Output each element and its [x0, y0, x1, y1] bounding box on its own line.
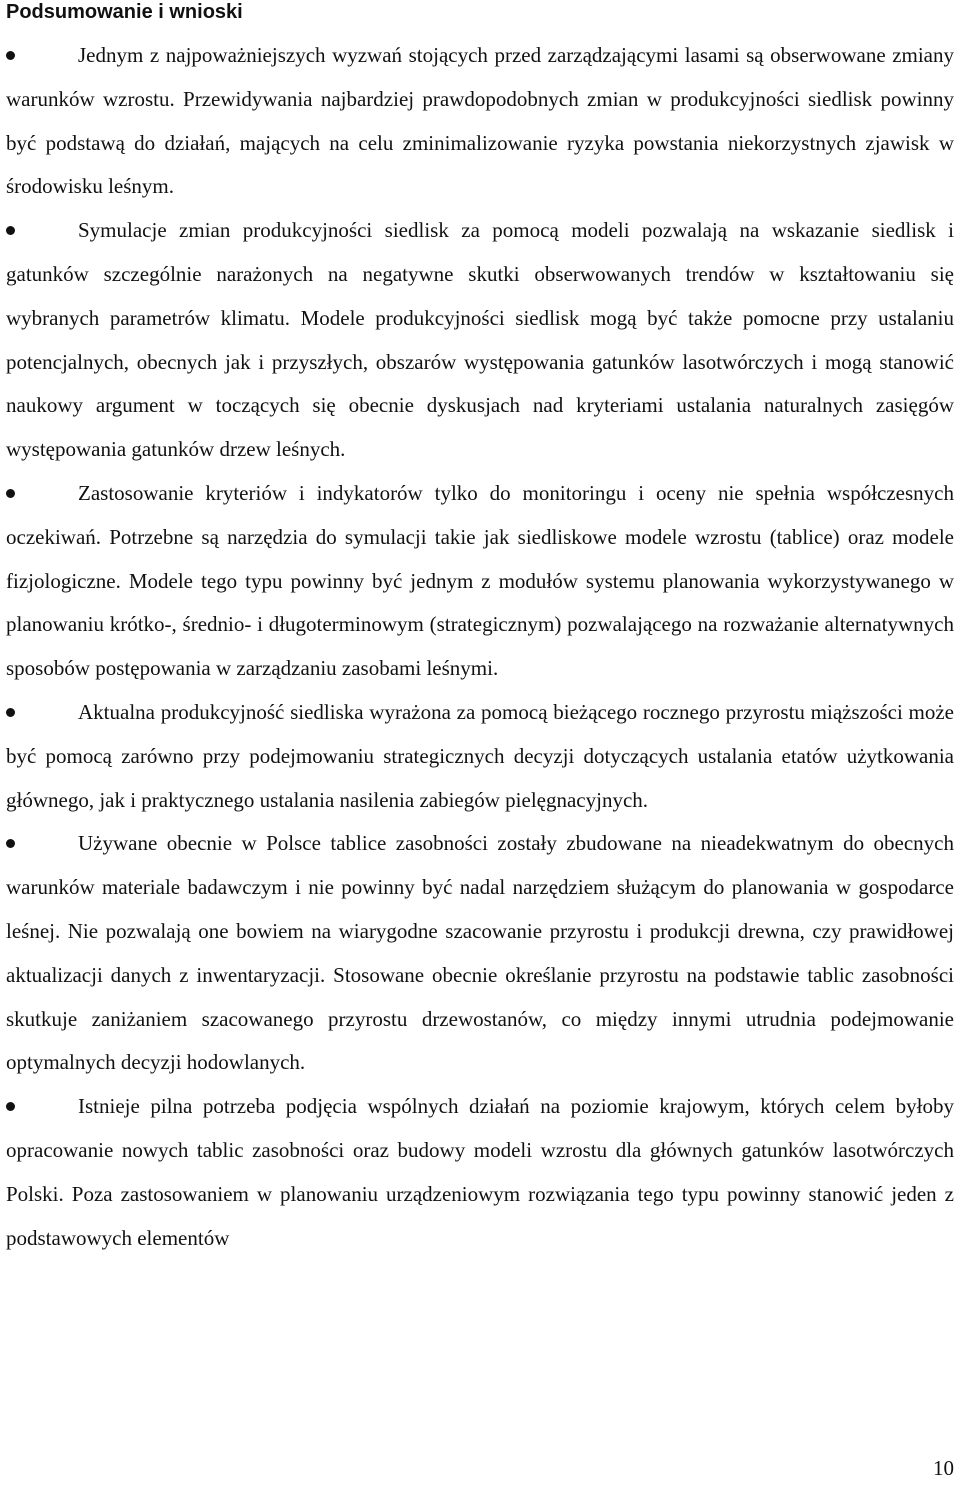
bullet-icon: [6, 51, 15, 60]
bullet-icon: [6, 839, 15, 848]
conclusions-list: [6, 34, 954, 1260]
list-item-text: Jednym z najpoważniejszych wyzwań stojących przed zarządzającymi lasami są obserwowane zmiany warunków wzrostu. Przewidywania najbardziej prawdopodobnych zmian w produkcyjności siedlisk powinny być podstawą do działań, mających na celu zminimalizowanie ryzyka powstania niekorzystnych zjawisk w środowisku leśnym.: [6, 43, 954, 199]
list-item: [6, 34, 954, 209]
bullet-icon: [6, 226, 15, 235]
list-item: [6, 822, 954, 1085]
bullet-icon: [6, 489, 15, 498]
list-item-text: Istnieje pilna potrzeba podjęcia wspólnych działań na poziomie krajowym, których celem byłoby opracowanie nowych tablic zasobności oraz budowy modeli wzrostu dla głównych gatunków lasotwórczych Polski. Poza zastosowaniem w planowaniu urządzeniowym rozwiązania tego typu powinny stanowić jeden z podstawowych elementów: [6, 1094, 954, 1250]
list-item-text: Zastosowanie kryteriów i indykatorów tylko do monitoringu i oceny nie spełnia współczesnych oczekiwań. Potrzebne są narzędzia do symulacji takie jak siedliskowe modele wzrostu (tablice) oraz modele fizjologiczne. Modele tego typu powinny być jednym z modułów systemu planowania wykorzystywanego w planowaniu krótko-, średnio- i długoterminowym (strategicznym) pozwalającego na rozważanie alternatywnych sposobów postępowania w zarządzaniu zasobami leśnymi.: [6, 480, 954, 681]
section-heading: Podsumowanie i wnioski: [6, 1, 243, 23]
list-item-text: Aktualna produkcyjność siedliska wyrażona za pomocą bieżącego rocznego przyrostu miąższości może być pomocą zarówno przy podejmowaniu strategicznych decyzji dotyczących ustalania etatów użytkowania głównego, jak i praktycznego ustalania nasilenia zabiegów pielęgnacyjnych.: [6, 699, 954, 812]
bullet-icon: [6, 708, 15, 717]
list-item: [6, 691, 954, 822]
bullet-icon: [6, 1102, 15, 1111]
list-item-text: Symulacje zmian produkcyjności siedlisk za pomocą modeli pozwalają na wskazanie siedlisk i gatunków szczególnie narażonych na negatywne skutki obserwowanych trendów w kształtowaniu się wybranych parametrów klimatu. Modele produkcyjności siedlisk mogą być także pomocne przy ustalaniu potencjalnych, obecnych jak i przyszłych, obszarów występowania gatunków lasotwórczych i mogą stanowić naukowy argument w toczących się obecnie dyskusjach nad kryteriami ustalania naturalnych zasięgów występowania gatunków drzew leśnych.: [6, 218, 954, 462]
list-item: [6, 209, 954, 472]
list-item: [6, 1085, 954, 1260]
page-number: 10: [933, 1456, 954, 1480]
list-item: [6, 472, 954, 691]
list-item-text: Używane obecnie w Polsce tablice zasobności zostały zbudowane na nieadekwatnym do obecnych warunków materiale badawczym i nie powinny być nadal narzędziem służącym do planowania w gospodarce leśnej. Nie pozwalają one bowiem na wiarygodne szacowanie przyrostu i produkcji drewna, czy prawidłowej aktualizacji danych z inwentaryzacji. Stosowane obecnie określanie przyrostu na podstawie tablic zasobności skutkuje zaniżaniem szacowanego przyrostu drzewostanów, co między innymi utrudnia podejmowanie optymalnych decyzji hodowlanych.: [6, 831, 954, 1075]
